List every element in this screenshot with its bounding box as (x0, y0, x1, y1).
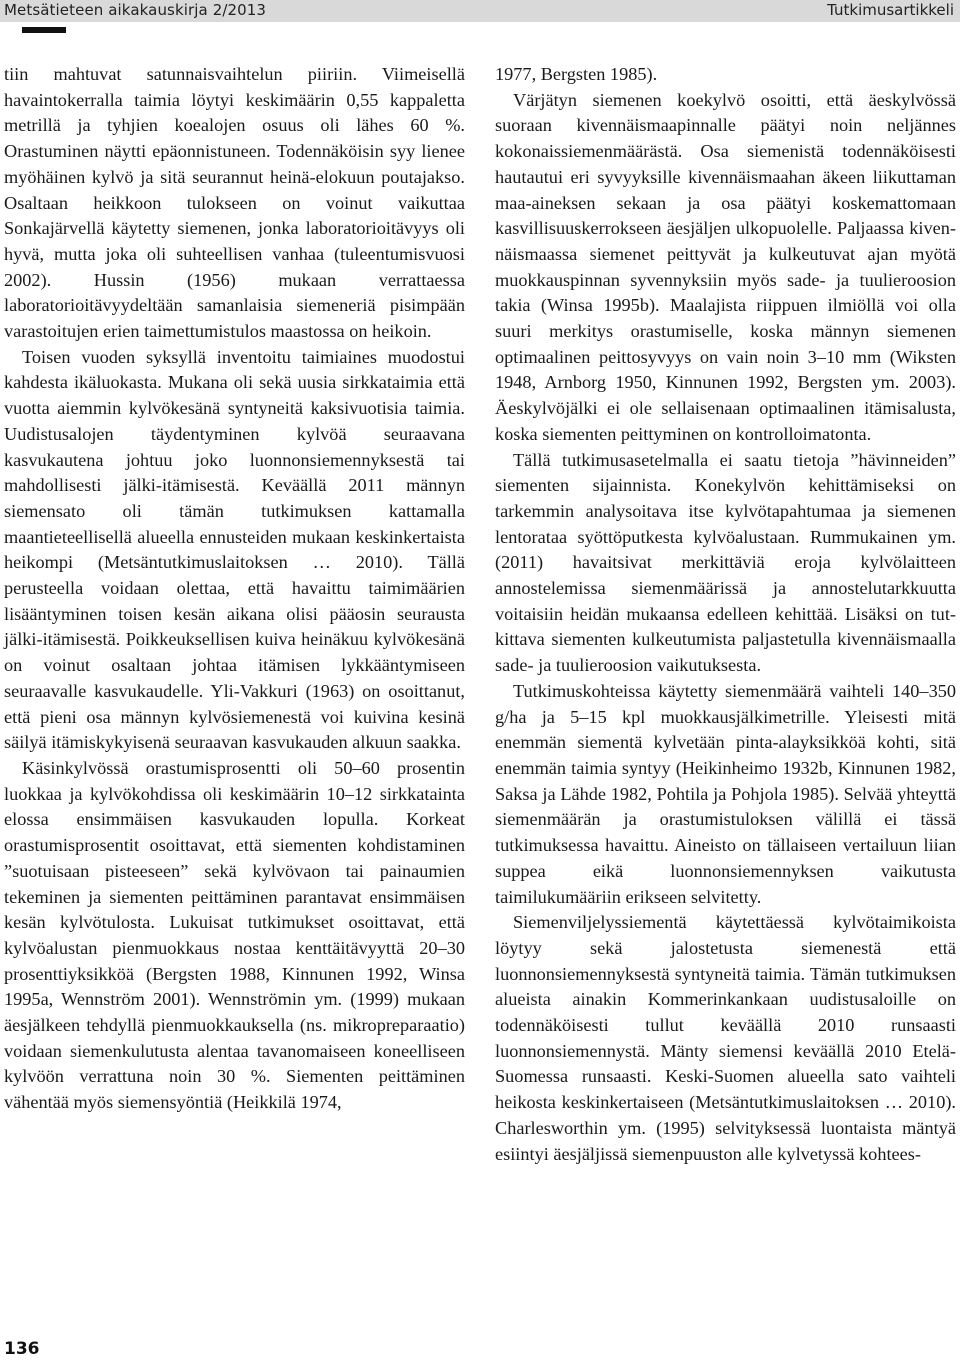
header-rule-mark (22, 27, 66, 33)
right-paragraph-4: Tutkimuskohteissa käytetty siemenmäärä vaihteli 140–350 g/ha ja 5–15 kpl muokkausjälkimetrille. Yleisesti mitä enemmän siementä kylvetään pinta-alayksikköä kohti, sitä enemmän taimia syntyy (Heikinheimo 1932b, Kinnunen 1982, Saksa ja Lähde 1982, Pohtila ja Pohjola 1985). Selvää yhteyttä siemenmäärän ja orastumistuloksen välillä ei tässä tutkimuksessa havaittu. Aineisto on tällaiseen vertailuun liian suppea eikä luonnonsiemennyksen vaikutusta taimilukumääriin erikseen selvitetty. (495, 680, 956, 907)
left-column (4, 62, 465, 1116)
left-paragraph-1: tiin mahtuvat satunnaisvaihtelun piiriin. Viimeisellä havaintokerralla taimia löytyi keskimäärin 0,55 kappaletta metrillä ja tyhjien koealojen osuus oli lähes 60 %. Orastuminen näytti epäonnistuneen. Todennäköisin syy lienee myöhäinen kylvö ja sitä seurannut heinä-elokuun poutajakso. Osaltaan heikkoon tulokseen on voinut vaikuttaa Sonkajärvellä käytetty siemenen, jonka laboratorioitävyys oli hyvä, mutta joka oli suhteellisen vanhaa (tuleentumisvuosi 2002). Hussin (1956) mukaan verrattaessa laboratorioitävyydeltään samanlaisia siemeneriä pisimpään varastoitujen erien taimettumistulos maastossa on heikoin. (4, 64, 465, 342)
right-paragraph-5: Siemenviljelyssiementä käytettäessä kylvötaimikoista löytyy sekä jalostetusta siemenestä että luonnonsiemennyksestä syntyneitä taimia. Tämän tutkimuksen alueista ainakin Kommerinkankaan uudistusaloille on todennäköisesti tullut keväällä 2010 runsaasti luonnonsiemennystä. Mänty siemensi keväällä 2010 Etelä-Suomessa runsaasti. Keski-Suomen alueella sato vaihteli heikosta keskinkertaiseen (Metsäntutkimuslaitoksen … 2010). Charlesworthin ym. (1995) selvityksessä luontaista mäntyä esiintyi äesjäljissä siemenpuuston alle kylvetyssä kohtees- (495, 912, 956, 1164)
left-paragraph-2: Toisen vuoden syksyllä inventoitu taimiaines muodostui kahdesta ikäluokasta. Mukana oli sekä uusia sirkkataimia että vuotta aiemmin kylvökesänä syntyneitä kaksivuotisia taimia. Uudistusalojen täydentyminen kylvöä seuraavana kasvukautena johtuu joko luonnonsiemennyksestä tai mahdollisesti jälki-itämisestä. Keväällä 2011 männyn siemensato oli tämän tutkimuksen kattamalla maantieteellisellä alueella ennusteiden mukaan keskinkertaista heikompi (Metsäntutkimuslaitoksen … 2010). Tällä perusteella voidaan olettaa, että havaittu taimimäärien lisääntyminen toisen kesän aikana olisi pääosin seurausta jälki-itämisestä. Poikkeuksellisen kuiva heinäkuu kylvökesänä on voinut osaltaan johtaa itämisen lykkääntymiseen seuraavalle kasvukaudelle. Yli-Vakkuri (1963) on osoittanut, että pieni osa männyn kylvösiemenestä voi kuivina kesinä säilyä itämiskykyisenä seuraavan kasvukauden alkuun saakka. (4, 346, 465, 753)
right-paragraph-1: 1977, Bergsten 1985). (495, 64, 658, 84)
article-type: Tutkimusartikkeli (827, 1, 954, 19)
left-paragraph-3: Käsinkylvössä orastumisprosentti oli 50–60 prosentin luokkaa ja kylvökohdissa oli keskimäärin 10–12 sirkkatainta elossa ensimmäisen kasvukauden lopulla. Korkeat orastumisprosentit osoittavat, että siementen kohdistaminen ”suotuisaan pisteeseen” sekä kylvövaon tai painaumien tekeminen ja siementen peittäminen parantavat ensimmäisen kesän kylvötulosta. Lukuisat tutkimukset osoittavat, että kylvöalustan pienmuokkaus nostaa kenttäitävyyttä 20–30 prosenttiyksikköä (Bergsten 1988, Kinnunen 1992, Winsa 1995a, Wennström 2001). Wennströmin ym. (1999) mukaan äesjälkeen tehdyllä pienmuokkauksella (ns. mikropreparaatio) voidaan siemenkulutusta alentaa tavanomaiseen koneelliseen kylvöön verrattuna noin 30 %. Siementen peittäminen vähentää myös siemensyöntiä (Heikkilä 1974, (4, 757, 465, 1113)
running-header (0, 0, 960, 22)
right-paragraph-3: Tällä tutkimusasetelmalla ei saatu tietoja ”hävinneiden” siementen sijainnista. Konekylvön kehittämiseksi on tarkemmin analysoitava itse kylvötapahtumaa ja siemenen lentorataa syöttöputkesta kylvöalustaan. Rummukainen ym. (2011) havaitsivat merkittäviä eroja kylvölaitteen annostelemissa siemenmäärissä ja annostelutarkkuutta voitaisiin heidän mukaansa edelleen kehittää. Lisäksi on tutkittava siementen kulkeutumista paljastetulla kivennäismaalla sade- ja tuulieroosion vaikutuksesta. (495, 449, 956, 676)
right-column (495, 62, 956, 1167)
journal-title: Metsätieteen aikakauskirja 2/2013 (4, 1, 267, 19)
page-number: 136 (4, 1339, 40, 1359)
right-paragraph-2: Värjätyn siemenen koekylvö osoitti, että äeskylvössä suoraan kivennäismaapinnalle päätyi noin neljännes kokonaissiemenmäärästä. Osa siemenistä todennäköisesti hautautui eri syvyyksille kivennäismaahan äkeen liikuttaman maa-aineksen sekaan ja osa päätyi koskemattomaan kasvillisuuskerrokseen äesjäljen ulkopuolelle. Paljaassa kivennäismaassa siemenet peittyvät ja kulkeutuvat ajan myötä muokkauspinnan syvennyksiin myös sade- ja tuulieroosion takia (Winsa 1995b). Maalajista riippuen ilmiöllä voi olla suuri merkitys orastumiselle, koska männyn siemenen optimaalinen peittosyvyys on vain noin 3–10 mm (Wiksten 1948, Arnborg 1950, Kinnunen 1992, Bergsten ym. 2003). Äeskylvöjälki ei ole sellaisenaan optimaalinen itämisalusta, koska siementen peittyminen on kontrolloimatonta. (495, 89, 956, 444)
